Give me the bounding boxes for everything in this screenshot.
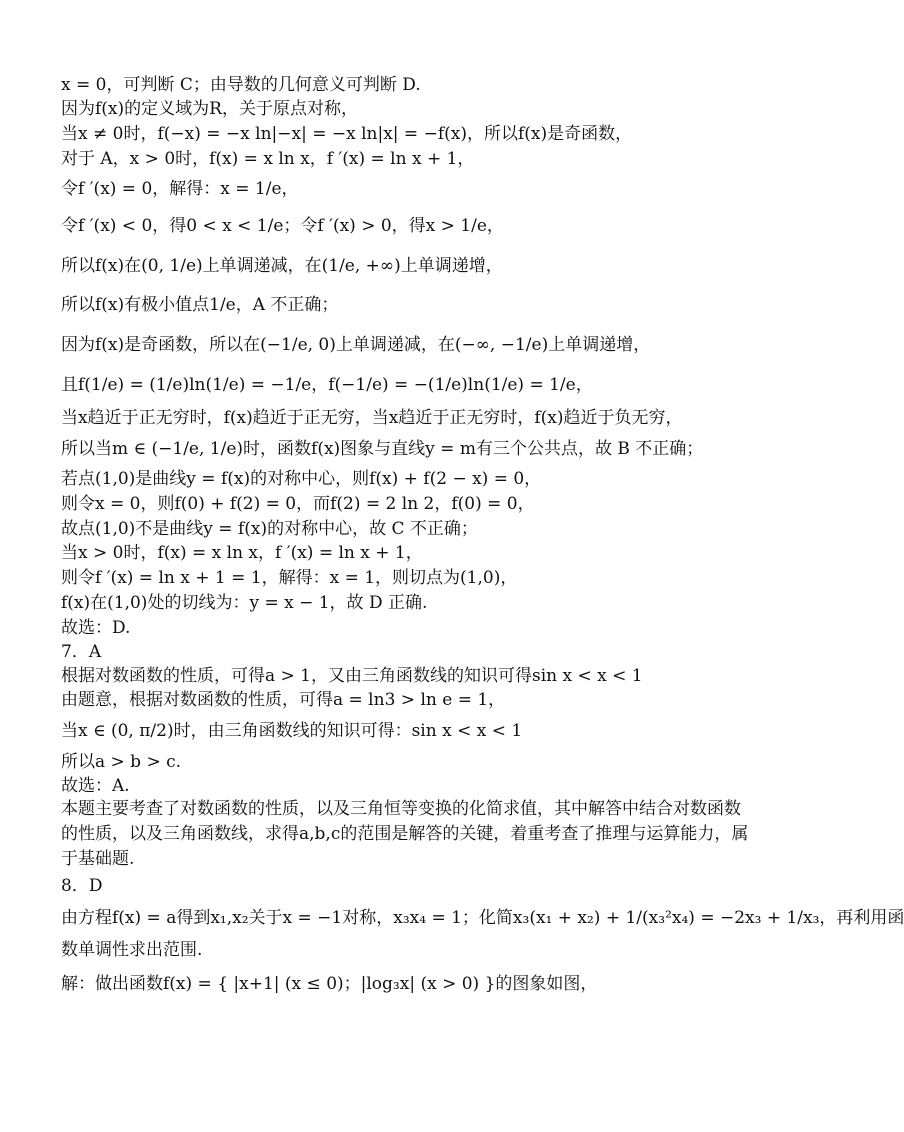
text-line: 所以f(x)有极小值点1/e，A 不正确； [61,295,339,315]
text-line: 且f(1/e) = (1/e)ln(1/e) = −1/e，f(−1/e) = −(1/e)ln(1/e) = 1/e， [61,375,593,395]
text-line: 由方程f(x) = a得到x₁,x₂关于x = −1对称，x₃x₄ = 1；化简x₃(x₁ + x₂) + 1/(x₃²x₄) = −2x₃ + 1/x₃，再利用函 [61,908,904,928]
text-line: 因为f(x)的定义域为R，关于原点对称， [61,99,358,119]
text-line: 所以f(x)在(0, 1/e)上单调递减，在(1/e, +∞)上单调递增， [61,256,503,276]
text-line: 故选：D. [61,618,131,638]
text-line: 根据对数函数的性质，可得a > 1，又由三角函数线的知识可得sin x < x < 1 [61,666,643,686]
text-line: 因为f(x)是奇函数，所以在(−1/e, 0)上单调递减，在(−∞, −1/e)上单调递增， [61,335,651,355]
text-line: 解：做出函数f(x) = { |x+1| (x ≤ 0)；|log₃x| (x > 0) }的图象如图， [61,974,598,994]
text-line: 所以当m ∈ (−1/e, 1/e)时，函数f(x)图象与直线y = m有三个公共点，故 B 不正确； [61,439,704,459]
text-line: 当x > 0时，f(x) = x ln x，f ′(x) = ln x + 1， [61,543,423,563]
text-line: 当x趋近于正无穷时，f(x)趋近于正无穷，当x趋近于正无穷时，f(x)趋近于负无穷， [61,408,683,428]
text-line: 对于 A，x > 0时，f(x) = x ln x，f ′(x) = ln x + 1， [61,149,475,169]
text-line: x = 0，可判断 C；由导数的几何意义可判断 D. [61,75,421,95]
text-line: 当x ∈ (0, π/2)时，由三角函数线的知识可得：sin x < x < 1 [61,721,523,741]
text-line: 所以a > b > c. [61,752,182,772]
text-line: 若点(1,0)是曲线y = f(x)的对称中心，则f(x) + f(2 − x) = 0， [61,469,542,489]
text-line: 7．A [61,642,102,662]
text-line: f(x)在(1,0)处的切线为：y = x − 1，故 D 正确. [61,593,428,613]
text-line: 则令x = 0，则f(0) + f(2) = 0，而f(2) = 2 ln 2，f(0) = 0， [61,494,535,514]
text-line: 则令f ′(x) = ln x + 1 = 1，解得：x = 1，则切点为(1,0)， [61,568,518,588]
text-line: 数单调性求出范围. [61,940,203,960]
text-line: 当x ≠ 0时，f(−x) = −x ln|−x| = −x ln|x| = −f(x)，所以f(x)是奇函数， [61,124,633,144]
text-line: 故点(1,0)不是曲线y = f(x)的对称中心，故 C 不正确； [61,519,478,539]
summary-paragraph: 本题主要考查了对数函数的性质，以及三角恒等变换的化简求值，其中解答中结合对数函数的性质，以及三角函数线，求得a,b,c的范围是解答的关键，着重考查了推理与运算能力，属于基础题. [61,799,749,869]
text-line: 令f ′(x) = 0，解得：x = 1/e， [61,179,299,199]
text-line: 故选：A. [61,776,130,796]
text-line: 由题意，根据对数函数的性质，可得a = ln3 > ln e = 1， [61,690,506,710]
text-line: 8．D [61,876,103,896]
text-line: 令f ′(x) < 0，得0 < x < 1/e；令f ′(x) > 0，得x > 1/e， [61,216,504,236]
